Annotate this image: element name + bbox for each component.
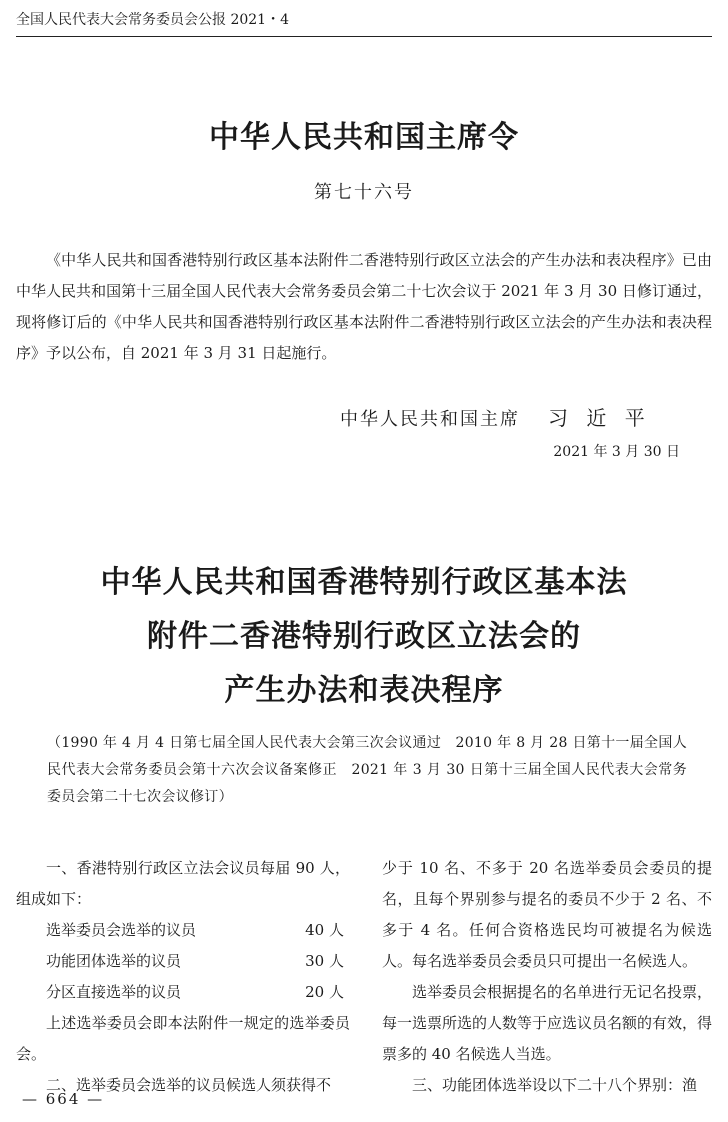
left-column [16,853,350,1101]
seat-label: 功能团体选举的议员 [46,952,182,970]
seat-label: 选举委员会选举的议员 [46,921,197,939]
article-1-note: 上述选举委员会即本法附件一规定的选举委员会。 [16,1014,350,1063]
signature-line [340,402,680,431]
signatory-name: 习 近 平 [548,406,651,430]
running-title: 全国人民代表大会常务委员会公报 2021・4 [16,12,289,28]
running-header [16,10,712,37]
seat-count: 30 人 [305,952,344,970]
annex-history: （1990 年 4 月 4 日第七届全国人民代表大会第三次会议通过 2010 年 8 月 28 日第十一届全国人民代表大会常务委员会第十六次会议备案修正 2021 年 3 月 30 日第十三届全国人民代表大会常务委员会第二十七次会议修订） [47,735,687,805]
page-number: — 664 — [22,1090,105,1108]
right-column [382,853,712,1101]
annex-title [0,556,728,718]
seat-count: 20 人 [305,983,344,1001]
decree-date: 2021 年 3 月 30 日 [553,444,680,460]
signatory-title: 中华人民共和国主席 [340,409,520,430]
article-2-start: 二、选举委员会选举的议员候选人须获得不 [46,1076,332,1094]
article-2-continued: 少于 10 名、不多于 20 名选举委员会委员的提名，且每个界别参与提名的委员不少于 2 名、不多于 4 名。任何合资格选民均可被提名为候选人。每名选举委员会委员只可提出一名候选人。 [382,859,712,970]
seat-row [16,915,350,946]
article-1-intro: 一、香港特别行政区立法会议员每届 90 人，组成如下： [16,859,350,908]
article-3-start: 三、功能团体选举设以下二十八个界别：渔 [412,1076,698,1094]
seat-label: 分区直接选举的议员 [46,983,182,1001]
annex-title-line-1: 中华人民共和国香港特别行政区基本法 [100,565,628,600]
annex-title-line-2: 附件二香港特别行政区立法会的 [147,619,581,654]
annex-title-line-3: 产生办法和表决程序 [224,673,504,708]
seat-row [16,946,350,977]
seat-row [16,977,350,1008]
decree-body: 《中华人民共和国香港特别行政区基本法附件二香港特别行政区立法会的产生办法和表决程序》已由中华人民共和国第十三届全国人民代表大会常务委员会第二十七次会议于 2021 年 3 月 30 日修订通过，现将修订后的《中华人民共和国香港特别行政区基本法附件二香港特别行政区立法会的产生办法和表决程序》予以公布，自 2021 年 3 月 31 日起施行。 [16,251,712,362]
seat-count: 40 人 [305,921,344,939]
decree-title: 中华人民共和国主席令 [209,120,519,155]
article-2-voting: 选举委员会根据提名的名单进行无记名投票，每一选票所选的人数等于应选议员名额的有效，得票多的 40 名候选人当选。 [382,983,713,1063]
decree-number: 第七十六号 [314,182,414,203]
